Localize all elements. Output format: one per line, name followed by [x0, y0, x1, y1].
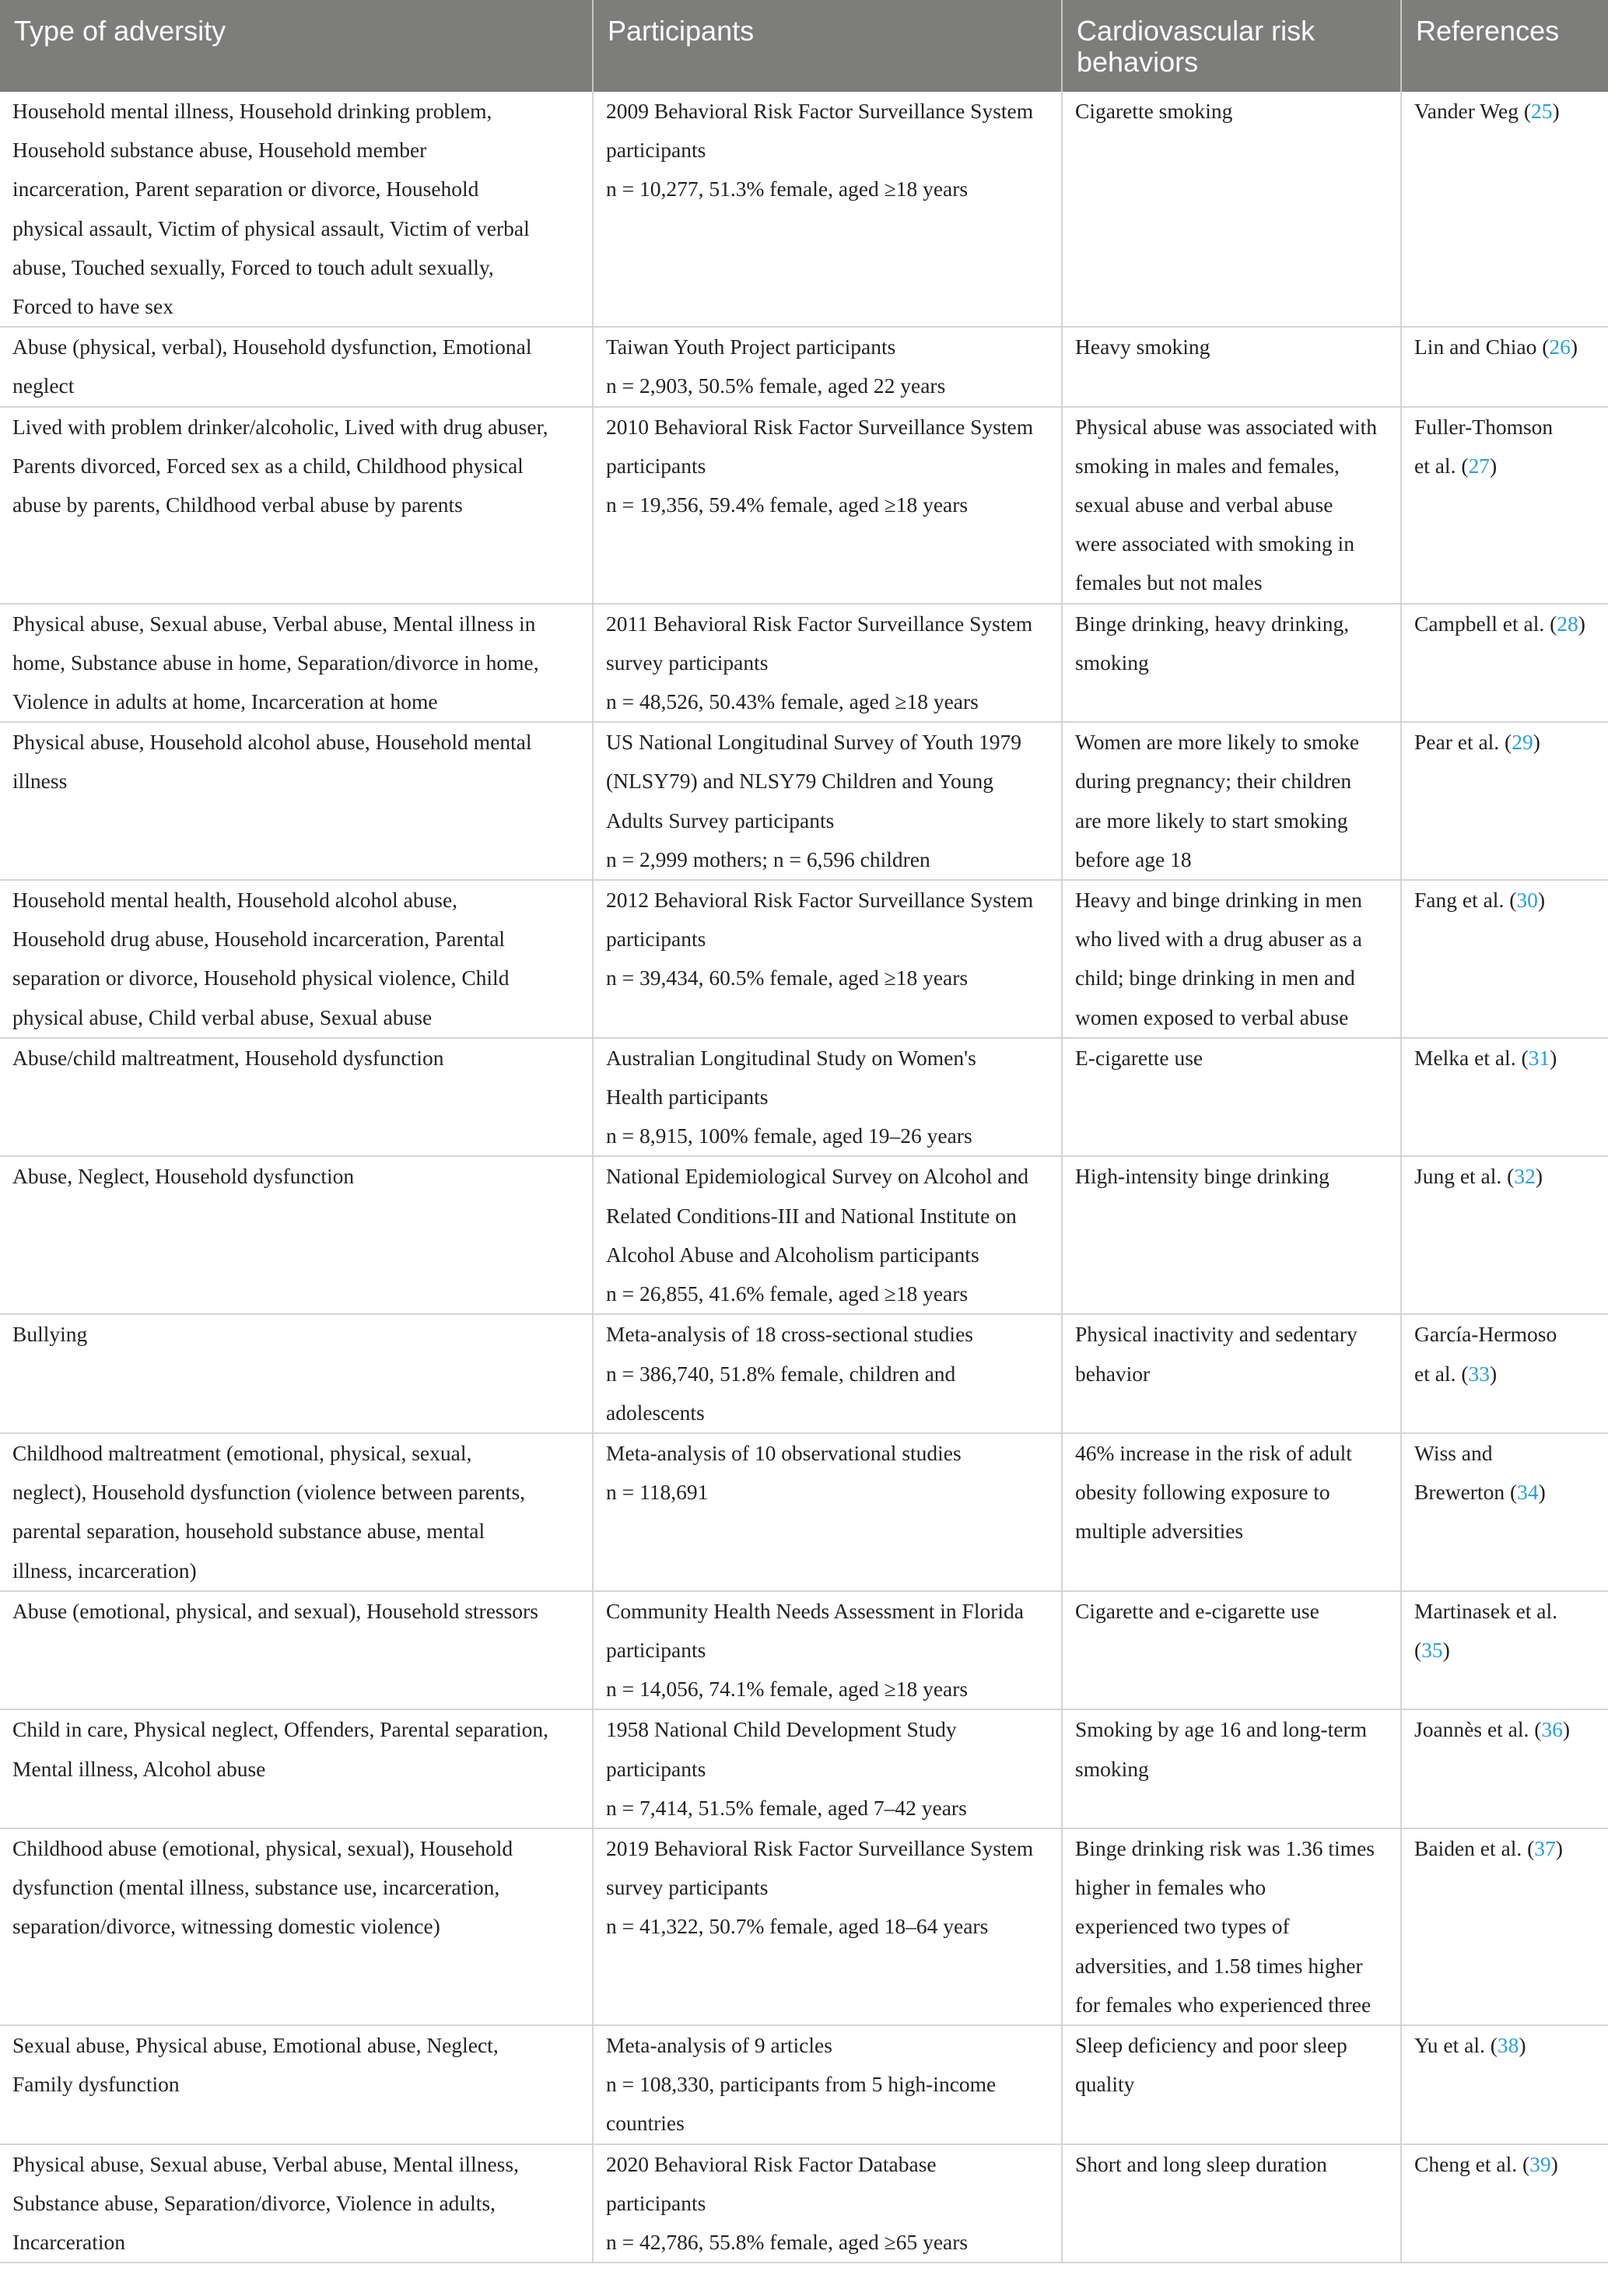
cell-line: Joannès et al. (36) — [1414, 1717, 1571, 1742]
table-row — [0, 1828, 1608, 2025]
table-row — [0, 2144, 1608, 2263]
cell-line: 2009 Behavioral Risk Factor Surveillance System — [606, 99, 1034, 123]
cell-line: n = 2,999 mothers; n = 6,596 children — [606, 847, 930, 871]
cell-reference — [1401, 407, 1608, 604]
table-row — [0, 1591, 1608, 1710]
cell-line: experienced two types of — [1075, 1914, 1290, 1939]
cell-line: Substance abuse, Separation/divorce, Violence in adults, — [12, 2190, 496, 2215]
table-row — [0, 604, 1608, 723]
cell-participants — [593, 1156, 1062, 1314]
cell-risk-behaviors — [1062, 1433, 1401, 1591]
cell-reference — [1401, 327, 1608, 406]
cell-line: participants — [606, 453, 706, 478]
cell-participants — [593, 2025, 1062, 2144]
cell-line: Household mental illness, Household drinking problem, — [12, 99, 492, 123]
cell-line: n = 10,277, 51.3% female, aged ≥18 years — [606, 177, 969, 202]
cell-line: adversities, and 1.58 times higher — [1075, 1953, 1363, 1978]
cell-line: Mental illness, Alcohol abuse — [12, 1756, 266, 1781]
cell-risk-behaviors — [1062, 1038, 1401, 1157]
cell-line: Lived with problem drinker/alcoholic, Lived with drug abuser, — [12, 414, 548, 439]
cell-line: Martinasek et al. — [1414, 1598, 1558, 1623]
cell-reference — [1401, 722, 1608, 880]
header-participants — [593, 0, 1062, 92]
reference-number-link[interactable]: 35 — [1421, 1637, 1443, 1662]
table-body — [0, 92, 1608, 2263]
header-line: behaviors — [1077, 46, 1199, 78]
cell-line: Physical inactivity and sedentary — [1075, 1322, 1358, 1347]
cell-line: separation/divorce, witnessing domestic violence) — [12, 1914, 440, 1939]
cell-line: n = 42,786, 55.8% female, aged ≥65 years — [606, 2229, 969, 2254]
cell-reference — [1401, 880, 1608, 1038]
cell-risk-behaviors — [1062, 327, 1401, 406]
cell-type-of-adversity — [0, 92, 593, 327]
cell-line: n = 118,691 — [606, 1480, 709, 1505]
table-row — [0, 407, 1608, 604]
cell-type-of-adversity — [0, 1314, 593, 1433]
cell-participants — [593, 407, 1062, 604]
cell-line: before age 18 — [1075, 847, 1192, 871]
cell-risk-behaviors — [1062, 1591, 1401, 1710]
cell-line: n = 19,356, 59.4% female, aged ≥18 years — [606, 493, 969, 517]
cell-participants — [593, 1038, 1062, 1157]
reference-number-link[interactable]: 34 — [1517, 1480, 1539, 1505]
cell-line: Heavy smoking — [1075, 335, 1210, 359]
cell-line: quality — [1075, 2072, 1135, 2097]
cell-line: Household mental health, Household alcohol abuse, — [12, 888, 458, 913]
cell-line: Binge drinking, heavy drinking, — [1075, 611, 1350, 636]
cell-line: Cigarette smoking — [1075, 99, 1233, 123]
cell-line: abuse, Touched sexually, Forced to touch adult sexually, — [12, 254, 494, 279]
reference-number-link[interactable]: 29 — [1512, 730, 1533, 755]
cell-line: 2019 Behavioral Risk Factor Surveillance System — [606, 1835, 1034, 1860]
cell-line: Abuse (physical, verbal), Household dysfunction, Emotional — [12, 335, 532, 359]
cell-type-of-adversity — [0, 1156, 593, 1314]
cell-reference — [1401, 1433, 1608, 1591]
cell-line: Household substance abuse, Household member — [12, 138, 427, 163]
cell-risk-behaviors — [1062, 880, 1401, 1038]
reference-number-link[interactable]: 37 — [1534, 1835, 1556, 1860]
cell-participants — [593, 1433, 1062, 1591]
cell-line: Yu et al. (38) — [1414, 2032, 1526, 2057]
reference-number-link[interactable]: 28 — [1557, 611, 1578, 636]
cell-reference — [1401, 1038, 1608, 1157]
cell-line: Cheng et al. (39) — [1414, 2151, 1558, 2176]
cell-line: Binge drinking risk was 1.36 times — [1075, 1835, 1375, 1860]
cell-line: Adults Survey participants — [606, 808, 835, 833]
table-row — [0, 2025, 1608, 2144]
cell-line: neglect), Household dysfunction (violence between parents, — [12, 1480, 526, 1505]
cell-line: Sexual abuse, Physical abuse, Emotional abuse, Neglect, — [12, 2032, 499, 2057]
cell-line: n = 7,414, 51.5% female, aged 7–42 years — [606, 1795, 967, 1820]
cell-line: adolescents — [606, 1400, 705, 1425]
cell-line: (35) — [1414, 1637, 1450, 1662]
table-row — [0, 1433, 1608, 1591]
cell-participants — [593, 722, 1062, 880]
cell-line: (NLSY79) and NLSY79 Children and Young — [606, 769, 994, 794]
cell-line: 46% increase in the risk of adult — [1075, 1440, 1352, 1465]
cell-reference — [1401, 2025, 1608, 2144]
cell-line: survey participants — [606, 650, 769, 675]
cell-line: Lin and Chiao (26) — [1414, 335, 1578, 359]
cell-line: women exposed to verbal abuse — [1075, 1004, 1349, 1029]
cell-line: n = 48,526, 50.43% female, aged ≥18 years — [606, 689, 979, 714]
cell-line: Campbell et al. (28) — [1414, 611, 1585, 636]
cell-line: Parents divorced, Forced sex as a child, Childhood physical — [12, 453, 524, 478]
cell-line: who lived with a drug abuser as a — [1075, 927, 1362, 952]
header-references — [1401, 0, 1608, 92]
cell-line: Australian Longitudinal Study on Women's — [606, 1045, 976, 1070]
cell-type-of-adversity — [0, 1591, 593, 1710]
cell-line: Child in care, Physical neglect, Offenders, Parental separation, — [12, 1717, 549, 1742]
cell-line: Abuse, Neglect, Household dysfunction — [12, 1164, 355, 1189]
cell-line: E-cigarette use — [1075, 1045, 1203, 1070]
cell-line: Physical abuse was associated with — [1075, 414, 1377, 439]
header-row — [0, 0, 1608, 92]
table-row — [0, 722, 1608, 880]
cell-participants — [593, 1709, 1062, 1828]
cell-line: higher in females who — [1075, 1875, 1266, 1900]
cell-risk-behaviors — [1062, 2144, 1401, 2263]
cell-line: et al. (33) — [1414, 1361, 1498, 1386]
cell-line: Abuse (emotional, physical, and sexual), Household stressors — [12, 1598, 538, 1623]
reference-number-link[interactable]: 32 — [1514, 1164, 1536, 1189]
cell-line: Meta-analysis of 10 observational studies — [606, 1440, 962, 1465]
cell-line: Cigarette and e-cigarette use — [1075, 1598, 1319, 1623]
cell-line: Bullying — [12, 1322, 88, 1347]
header-type-of-adversity — [0, 0, 593, 92]
cell-line: behavior — [1075, 1361, 1151, 1386]
cell-line: physical abuse, Child verbal abuse, Sexual abuse — [12, 1004, 433, 1029]
header-line: Participants — [608, 15, 755, 47]
table-row — [0, 1038, 1608, 1157]
header-line: Cardiovascular risk — [1077, 15, 1315, 47]
table-row — [0, 1156, 1608, 1314]
cell-participants — [593, 1828, 1062, 2025]
reference-number-link[interactable]: 27 — [1468, 453, 1490, 478]
cell-line: parental separation, household substance abuse, mental — [12, 1519, 485, 1544]
cell-line: Baiden et al. (37) — [1414, 1835, 1563, 1860]
cell-line: during pregnancy; their children — [1075, 769, 1352, 794]
cell-line: National Epidemiological Survey on Alcohol and — [606, 1164, 1029, 1189]
cell-line: 2010 Behavioral Risk Factor Surveillance System — [606, 414, 1034, 439]
cell-type-of-adversity — [0, 1038, 593, 1157]
reference-number-link[interactable]: 30 — [1516, 888, 1538, 913]
cell-line: n = 8,915, 100% female, aged 19–26 years — [606, 1123, 972, 1148]
reference-number-link[interactable]: 38 — [1497, 2032, 1519, 2057]
cell-participants — [593, 604, 1062, 723]
cell-type-of-adversity — [0, 327, 593, 406]
cell-line: Wiss and — [1414, 1440, 1493, 1465]
cell-line: Meta-analysis of 9 articles — [606, 2032, 832, 2057]
cell-line: dysfunction (mental illness, substance use, incarceration, — [12, 1875, 500, 1900]
header-line: References — [1416, 15, 1560, 47]
cell-reference — [1401, 1314, 1608, 1433]
cell-line: Health participants — [606, 1085, 769, 1109]
cell-line: n = 41,322, 50.7% female, aged 18–64 years — [606, 1914, 989, 1939]
cell-risk-behaviors — [1062, 722, 1401, 880]
cell-risk-behaviors — [1062, 1314, 1401, 1433]
cell-line: n = 39,434, 60.5% female, aged ≥18 years — [606, 966, 969, 990]
cell-line: obesity following exposure to — [1075, 1480, 1330, 1505]
cell-line: physical assault, Victim of physical assault, Victim of verbal — [12, 216, 530, 240]
cell-line: Childhood maltreatment (emotional, physical, sexual, — [12, 1440, 472, 1465]
cell-line: survey participants — [606, 1875, 769, 1900]
reference-number-link[interactable]: 25 — [1531, 99, 1553, 123]
table-header — [0, 0, 1608, 92]
cell-reference — [1401, 1156, 1608, 1314]
cell-line: Brewerton (34) — [1414, 1480, 1546, 1505]
cell-participants — [593, 880, 1062, 1038]
header-cardiovascular-risk-behaviors — [1062, 0, 1401, 92]
cell-line: Alcohol Abuse and Alcoholism participants — [606, 1242, 979, 1267]
cell-participants — [593, 92, 1062, 327]
cell-line: home, Substance abuse in home, Separation/divorce in home, — [12, 650, 539, 675]
cell-line: Melka et al. (31) — [1414, 1045, 1557, 1070]
cell-line: abuse by parents, Childhood verbal abuse by parents — [12, 493, 463, 517]
cell-reference — [1401, 1828, 1608, 2025]
cell-line: Community Health Needs Assessment in Florida — [606, 1598, 1024, 1623]
cell-participants — [593, 2144, 1062, 2263]
cell-line: n = 26,855, 41.6% female, aged ≥18 years — [606, 1281, 969, 1306]
cell-risk-behaviors — [1062, 604, 1401, 723]
cell-risk-behaviors — [1062, 2025, 1401, 2144]
cell-type-of-adversity — [0, 407, 593, 604]
cell-reference — [1401, 92, 1608, 327]
cell-line: 1958 National Child Development Study — [606, 1717, 957, 1742]
cell-type-of-adversity — [0, 604, 593, 723]
cell-line: Family dysfunction — [12, 2072, 180, 2097]
cell-line: n = 14,056, 74.1% female, aged ≥18 years — [606, 1677, 969, 1702]
reference-number-link[interactable]: 36 — [1541, 1717, 1563, 1742]
cell-line: Sleep deficiency and poor sleep — [1075, 2032, 1347, 2057]
cell-line: Taiwan Youth Project participants — [606, 335, 896, 359]
cell-line: 2020 Behavioral Risk Factor Database — [606, 2151, 937, 2176]
cell-line: n = 2,903, 50.5% female, aged 22 years — [606, 373, 946, 398]
cell-line: participants — [606, 1756, 706, 1781]
cell-risk-behaviors — [1062, 92, 1401, 327]
cell-line: participants — [606, 1637, 706, 1662]
cell-line: US National Longitudinal Survey of Youth 1979 — [606, 730, 1021, 755]
cell-reference — [1401, 2144, 1608, 2263]
cell-line: were associated with smoking in — [1075, 531, 1354, 556]
cell-risk-behaviors — [1062, 1156, 1401, 1314]
table-row — [0, 92, 1608, 327]
cell-line: n = 386,740, 51.8% female, children and — [606, 1361, 956, 1386]
cell-line: participants — [606, 138, 706, 163]
cell-line: Fuller-Thomson — [1414, 414, 1554, 439]
table-row — [0, 1709, 1608, 1828]
cell-line: illness, incarceration) — [12, 1558, 197, 1583]
cell-risk-behaviors — [1062, 1709, 1401, 1828]
reference-number-link[interactable]: 26 — [1549, 335, 1571, 359]
cell-line: smoking in males and females, — [1075, 453, 1340, 478]
cell-type-of-adversity — [0, 880, 593, 1038]
cell-type-of-adversity — [0, 2144, 593, 2263]
cell-type-of-adversity — [0, 1709, 593, 1828]
cell-type-of-adversity — [0, 1433, 593, 1591]
cell-line: 2012 Behavioral Risk Factor Surveillance System — [606, 888, 1034, 913]
cell-type-of-adversity — [0, 2025, 593, 2144]
table-row — [0, 327, 1608, 406]
cell-line: Violence in adults at home, Incarceration at home — [12, 689, 438, 714]
cell-participants — [593, 327, 1062, 406]
cell-line: smoking — [1075, 1756, 1149, 1781]
cell-line: participants — [606, 927, 706, 952]
cell-type-of-adversity — [0, 1828, 593, 2025]
cell-reference — [1401, 1591, 1608, 1710]
cell-reference — [1401, 604, 1608, 723]
cell-line: Forced to have sex — [12, 294, 173, 319]
cell-line: Incarceration — [12, 2229, 126, 2254]
cell-line: Physical abuse, Sexual abuse, Verbal abuse, Mental illness in — [12, 611, 536, 636]
cell-line: multiple adversities — [1075, 1519, 1244, 1544]
cell-participants — [593, 1314, 1062, 1433]
cell-line: High-intensity binge drinking — [1075, 1164, 1329, 1189]
reference-number-link[interactable]: 33 — [1468, 1361, 1490, 1386]
cell-type-of-adversity — [0, 722, 593, 880]
cell-line: Heavy and binge drinking in men — [1075, 888, 1362, 913]
cell-line: separation or divorce, Household physical violence, Child — [12, 966, 510, 990]
cell-line: Household drug abuse, Household incarceration, Parental — [12, 927, 506, 952]
cell-line: neglect — [12, 373, 75, 398]
cell-line: child; binge drinking in men and — [1075, 966, 1355, 990]
cell-line: et al. (27) — [1414, 453, 1498, 478]
cell-line: are more likely to start smoking — [1075, 808, 1348, 833]
cell-line: Fang et al. (30) — [1414, 888, 1546, 913]
cell-risk-behaviors — [1062, 1828, 1401, 2025]
cell-line: participants — [606, 2190, 706, 2215]
cell-line: Meta-analysis of 18 cross-sectional studies — [606, 1322, 973, 1347]
cell-line: Childhood abuse (emotional, physical, sexual), Household — [12, 1835, 513, 1860]
cell-line: Physical abuse, Household alcohol abuse, Household mental — [12, 730, 532, 755]
cell-line: Vander Weg (25) — [1414, 99, 1560, 123]
cell-line: smoking — [1075, 650, 1149, 675]
header-line: Type of adversity — [14, 15, 226, 47]
cell-reference — [1401, 1709, 1608, 1828]
cell-line: sexual abuse and verbal abuse — [1075, 493, 1333, 517]
cell-line: Women are more likely to smoke — [1075, 730, 1360, 755]
cell-line: countries — [606, 2111, 685, 2136]
cell-line: Physical abuse, Sexual abuse, Verbal abuse, Mental illness, — [12, 2151, 519, 2176]
reference-number-link[interactable]: 31 — [1528, 1045, 1550, 1070]
cell-line: García-Hermoso — [1414, 1322, 1557, 1347]
reference-number-link[interactable]: 39 — [1529, 2151, 1551, 2176]
cell-line: for females who experienced three — [1075, 1992, 1372, 2017]
table-row — [0, 1314, 1608, 1433]
cell-line: illness — [12, 769, 68, 794]
cell-line: Abuse/child maltreatment, Household dysfunction — [12, 1045, 444, 1070]
cell-line: Related Conditions-III and National Institute on — [606, 1203, 1017, 1228]
cell-participants — [593, 1591, 1062, 1710]
cell-line: Smoking by age 16 and long-term — [1075, 1717, 1368, 1742]
cell-line: 2011 Behavioral Risk Factor Surveillance System — [606, 611, 1033, 636]
cell-risk-behaviors — [1062, 407, 1401, 604]
cell-line: n = 108,330, participants from 5 high-income — [606, 2072, 997, 2097]
cell-line: Pear et al. (29) — [1414, 730, 1540, 755]
table-row — [0, 880, 1608, 1038]
cell-line: Short and long sleep duration — [1075, 2151, 1327, 2176]
cell-line: Jung et al. (32) — [1414, 1164, 1543, 1189]
cell-line: females but not males — [1075, 570, 1263, 595]
cell-line: incarceration, Parent separation or divorce, Household — [12, 177, 479, 202]
